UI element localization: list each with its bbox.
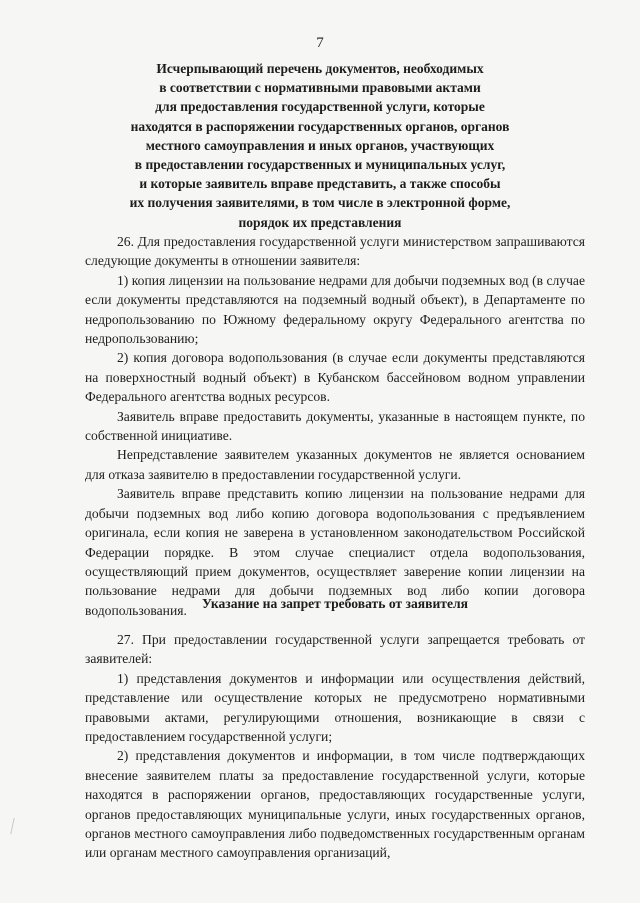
paragraph: 27. При предоставлении государственной услуги запрещается требовать от заявителей: (85, 632, 585, 667)
paragraph: Заявитель вправе представить копию лицензии на пользование недрами для добычи подземных вод либо копию договора водопользования с предъявлением оригинала, если копия не заверена в установленном законодательством Российской Федерации порядке. В этом случае специалист отдела водопользования, осуществляющий прием документов, осуществляет заверение копии лицензии на пользование недрами для добычи подземных вод либо копии договора водопользования. (85, 486, 585, 618)
heading-line: порядок их представления (238, 214, 402, 230)
heading-line: местного самоуправления и иных органов, участвующих (145, 137, 495, 153)
page-number: 7 (316, 35, 324, 51)
heading-line: Исчерпывающий перечень документов, необходимых (156, 61, 484, 76)
section-heading (90, 59, 550, 232)
paragraph: 2) копия договора водопользования (в случае если документы представляются на поверхностный водный объект) в Кубанском бассейновом водном управлении Федерального агентства водных ресурсов. (85, 350, 585, 405)
heading-line: в предоставлении государственных и муниципальных услуг, (134, 157, 506, 173)
paragraph: Заявитель вправе предоставить документы, указанные в настоящем пункте, по собственной инициативе. (85, 408, 585, 444)
paragraph: 1) копия лицензии на пользование недрами для добычи подземных вод (в случае если документы представляются на подземный водный объект), в Департаменте по недропользованию по Южному федеральному округу Федерального агентства по недропользованию; (85, 272, 585, 347)
paragraph: 1) представления документов и информации или осуществления действий, представление или осуществление которых не предусмотрено нормативными правовыми актами, регулирующими отношения, возникающие в связи с предоставлением государственной услуги; (85, 670, 585, 745)
clause-26 (85, 232, 585, 620)
paragraph: 26. Для предоставления государственной услуги министерством запрашиваются следующие документы в отношении заявителя: (85, 234, 585, 269)
paragraph: Непредставление заявителем указанных документов не является основанием для отказа заявителю в предоставлении государственной услуги. (85, 447, 585, 482)
heading-line: и которые заявитель вправе представить, а также способы (139, 176, 501, 192)
paragraph: 2) представления документов и информации, в том числе подтверждающих внесение заявителем платы за предоставление государственной услуги, которые находятся в распоряжении органов, предоставляющих государственные услуги, органов предоставляющих муниципальные услуги, иных государственных органов, органов местного самоуправления либо подведомственных государственным органам или органам местного самоуправления организаций, (85, 748, 585, 861)
heading-line: в соответствии с нормативными правовыми актами (159, 80, 481, 96)
heading-line: для предоставления государственной услуги, которые (155, 99, 485, 115)
heading-line: находятся в распоряжении государственных органов, органов (130, 118, 510, 134)
heading-line: их получения заявителями, в том числе в электронной форме, (129, 195, 511, 211)
prohibition-heading: Указание на запрет требовать от заявителя (202, 596, 468, 611)
clause-27 (85, 630, 585, 863)
margin-pencil-mark (10, 818, 22, 834)
